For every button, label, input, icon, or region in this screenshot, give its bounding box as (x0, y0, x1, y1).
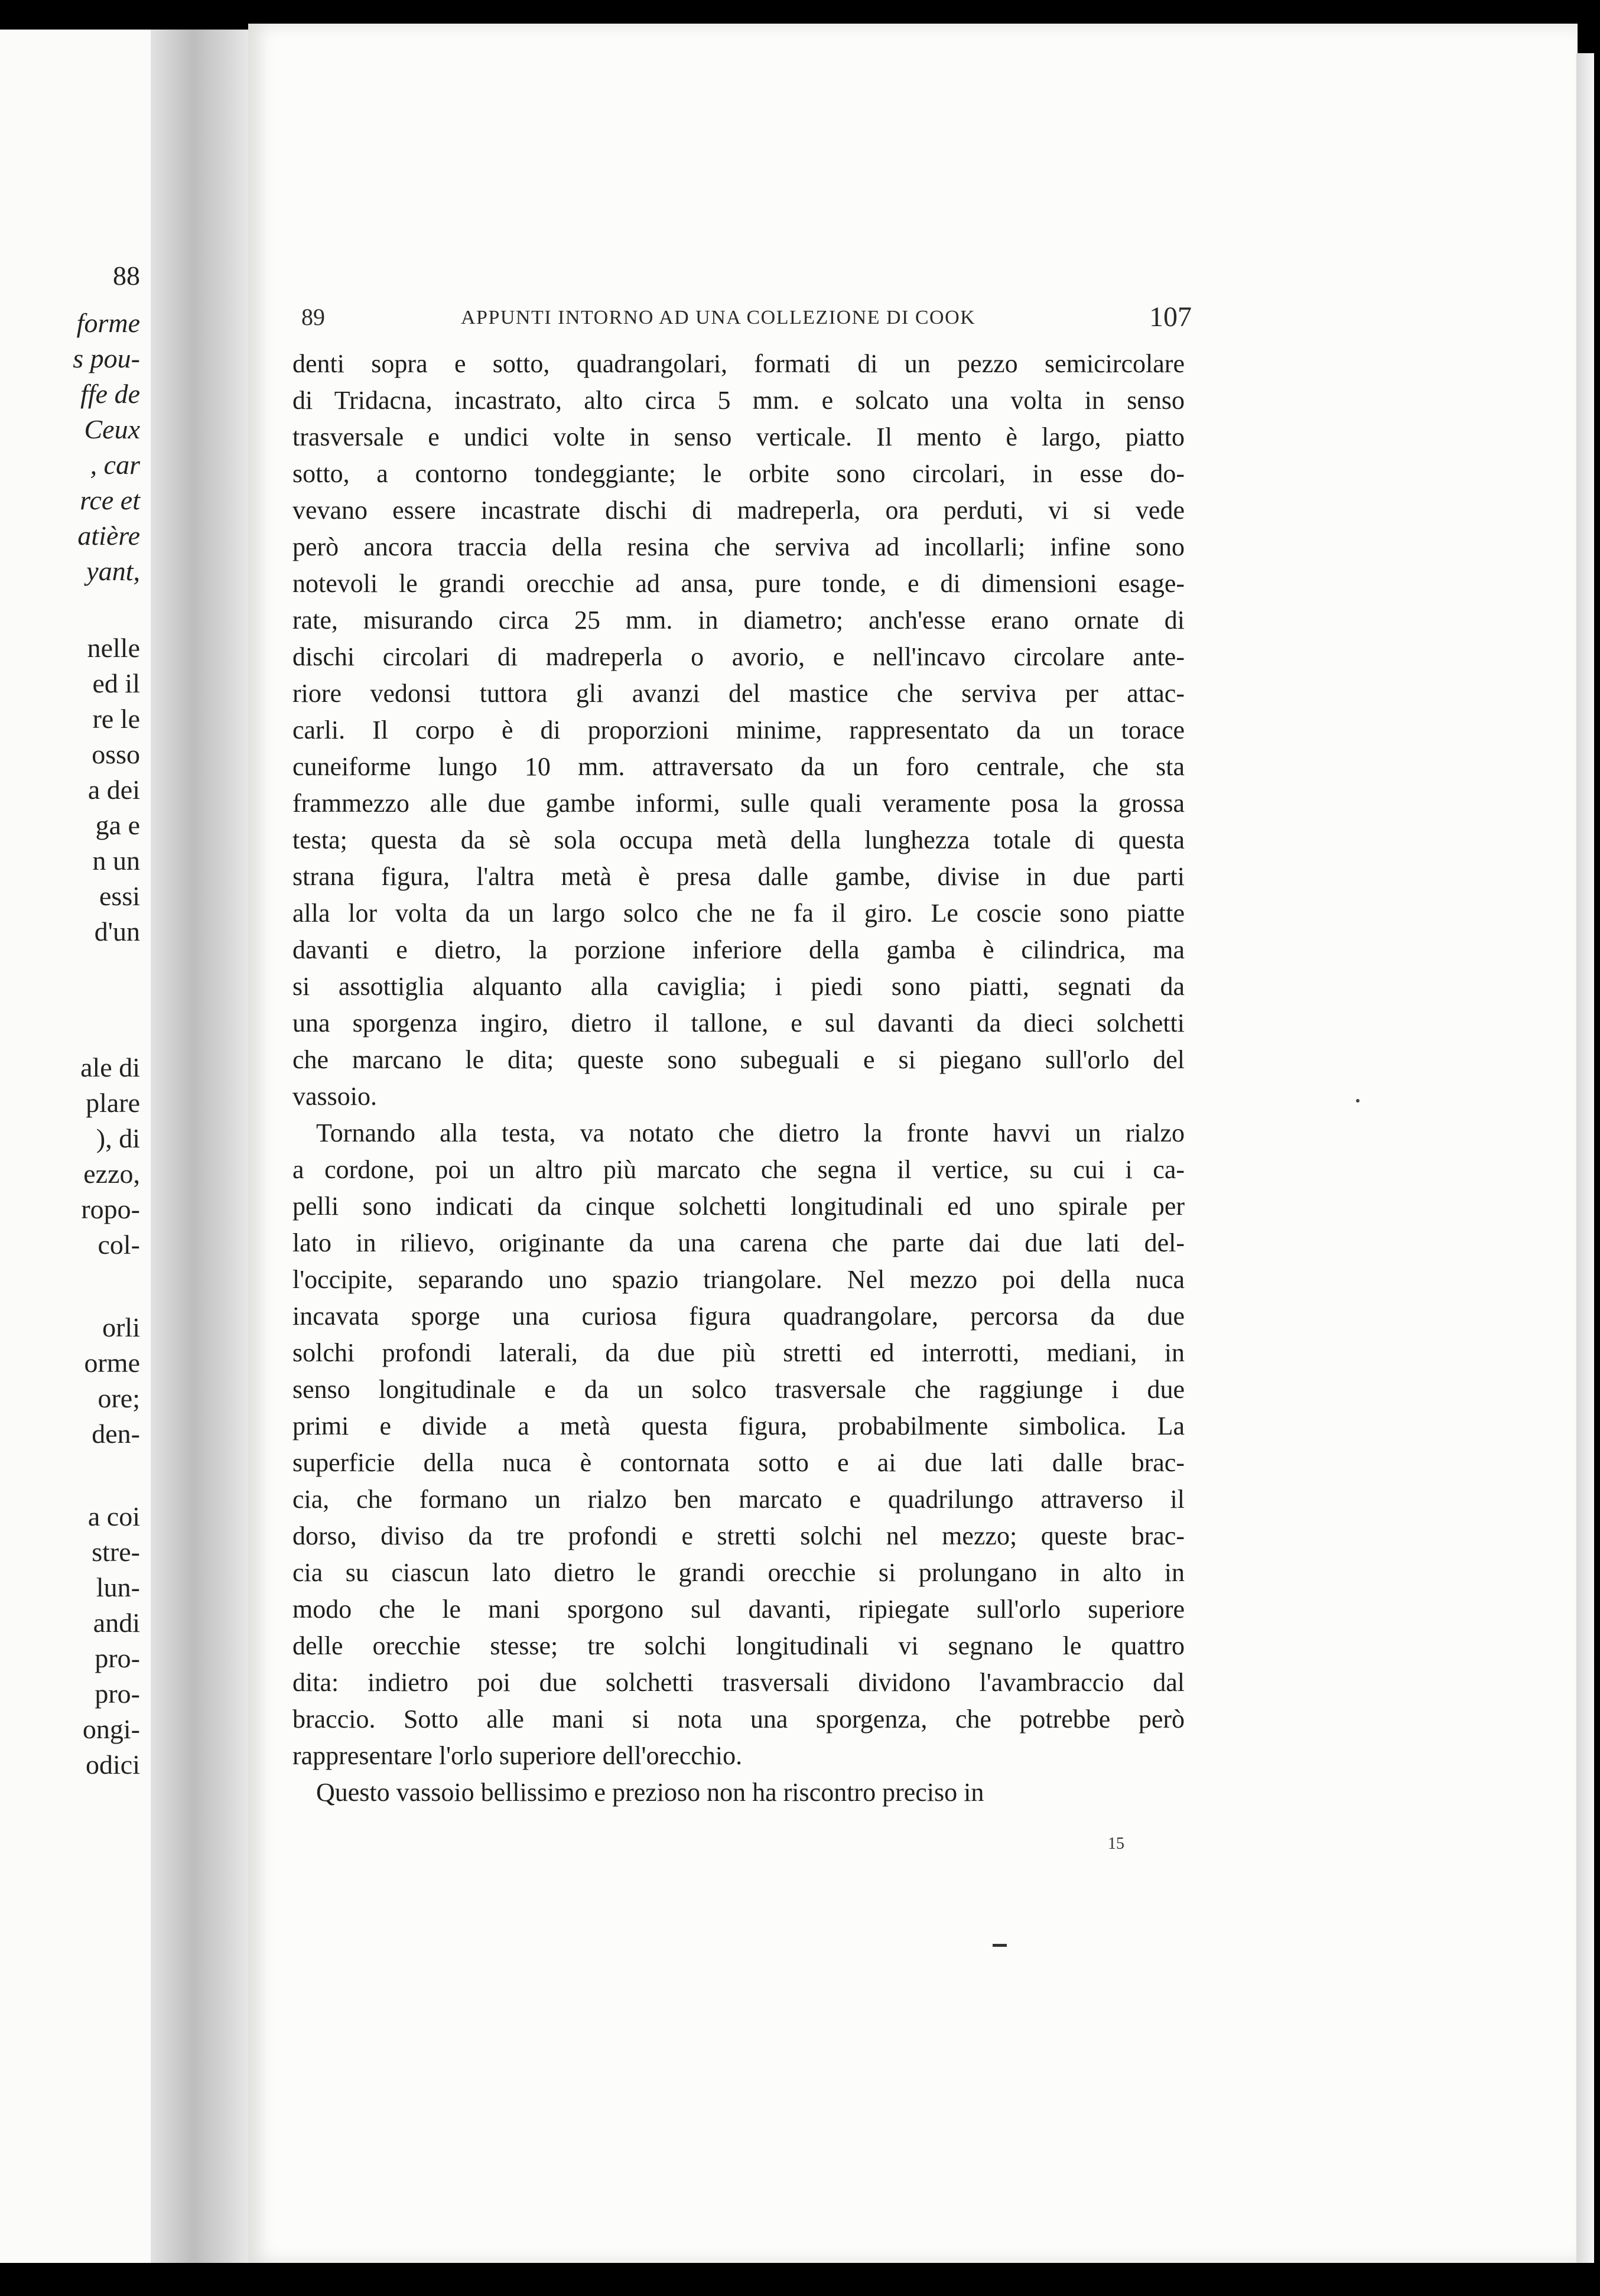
left-page-line: plare (86, 1088, 140, 1118)
left-page-line: ore; (97, 1383, 140, 1413)
text-line: cia, che formano un rialzo ben marcato e quadrilungo attraverso il (292, 1485, 1185, 1514)
left-page-line: osso (92, 739, 140, 769)
text-line: modo che le mani sporgono sul davanti, ripiegate sull'orlo superiore (292, 1595, 1185, 1624)
left-page-line: re le (92, 704, 140, 734)
text-line: di Tridacna, incastrato, alto circa 5 mm. e solcato una volta in senso (292, 386, 1185, 415)
text-line: cuneiforme lungo 10 mm. attraversato da un foro centrale, che sta (292, 752, 1185, 781)
left-page-line: andi (93, 1608, 140, 1638)
text-line: rappresentare l'orlo superiore dell'orecchio. (292, 1741, 743, 1770)
left-page-line: odici (86, 1749, 140, 1780)
ink-speck (1356, 1099, 1360, 1103)
left-page-line: d'un (94, 916, 140, 947)
body-text (292, 346, 1185, 1811)
signature-mark: 15 (1108, 1835, 1124, 1853)
text-line: l'occipite, separando uno spazio triangolare. Nel mezzo poi della nuca (292, 1265, 1185, 1294)
text-line: incavata sporge una curiosa figura quadrangolare, percorsa da due (292, 1302, 1185, 1331)
left-page-line: stre- (92, 1537, 140, 1567)
running-header (301, 298, 1192, 340)
left-page-line: ), di (96, 1123, 140, 1153)
text-line: primi e divide a metà questa figura, probabilmente simbolica. La (292, 1412, 1185, 1440)
left-page-line: den- (92, 1419, 140, 1449)
ink-mark (993, 1944, 1007, 1947)
left-page-line: s pou- (73, 343, 140, 373)
left-page-line: essi (99, 881, 140, 911)
text-line: a cordone, poi un altro più marcato che segna il vertice, su cui i ca- (292, 1155, 1185, 1184)
left-page-line: ongi- (82, 1714, 140, 1744)
left-page-line: orme (84, 1348, 140, 1378)
text-line: rate, misurando circa 25 mm. in diametro; anch'esse erano ornate di (292, 606, 1185, 635)
page-edge (1576, 53, 1594, 2263)
left-page-line: yant, (86, 556, 140, 586)
book-gutter (151, 30, 257, 2263)
text-line: dischi circolari di madreperla o avorio, e nell'incavo circolare ante- (292, 642, 1185, 671)
text-line: superficie della nuca è contornata sotto e ai due lati dalle brac- (292, 1448, 1185, 1477)
left-page-line: ale di (80, 1052, 140, 1082)
left-page-line: nelle (87, 633, 140, 663)
text-line: braccio. Sotto alle mani si nota una sporgenza, che potrebbe però (292, 1705, 1185, 1734)
left-page-line: pro- (95, 1643, 140, 1673)
text-line: riore vedonsi tuttora gli avanzi del mastice che serviva per attac- (292, 679, 1185, 708)
left-page-fragment (0, 30, 151, 2263)
left-page-line: pro- (95, 1679, 140, 1709)
text-line: Tornando alla testa, va notato che dietro la fronte havvi un rialzo (316, 1118, 1185, 1147)
left-page-line: , car (90, 450, 140, 480)
text-line: solchi profondi laterali, da due più stretti ed interrotti, mediani, in (292, 1338, 1185, 1367)
text-line: pelli sono indicati da cinque solchetti longitudinali ed uno spirale per (292, 1192, 1185, 1221)
left-page-line: ga e (95, 810, 140, 840)
text-line: carli. Il corpo è di proporzioni minime, rappresentato da un torace (292, 716, 1185, 744)
text-line: vassoio. (292, 1082, 377, 1111)
running-title: APPUNTI INTORNO AD UNA COLLEZIONE DI COOK (461, 307, 976, 329)
page-number: 107 (1149, 301, 1192, 333)
left-page-line: a dei (87, 775, 140, 805)
text-line: che marcano le dita; queste sono subeguali e si piegano sull'orlo del (292, 1045, 1185, 1074)
text-line: vevano essere incastrate dischi di madreperla, ora perduti, vi si vede (292, 496, 1185, 525)
left-page-line: ezzo, (83, 1159, 140, 1189)
text-line: davanti e dietro, la porzione inferiore della gamba è cilindrica, ma (292, 935, 1185, 964)
left-page-line: lun- (96, 1572, 140, 1602)
left-page-line: col- (97, 1230, 140, 1260)
left-page-line: atière (77, 521, 140, 551)
text-line: sotto, a contorno tondeggiante; le orbite sono circolari, in esse do- (292, 459, 1185, 488)
old-page-number: 89 (301, 304, 325, 330)
left-page-line: orli (102, 1312, 140, 1342)
text-line: senso longitudinale e da un solco trasversale che raggiunge i due (292, 1375, 1185, 1404)
text-line: però ancora traccia della resina che serviva ad incollarli; infine sono (292, 532, 1185, 561)
text-line: lato in rilievo, originante da una carena che parte dai due lati del- (292, 1228, 1185, 1257)
left-page-line: ed il (92, 668, 140, 698)
text-line: dorso, diviso da tre profondi e stretti solchi nel mezzo; queste brac- (292, 1521, 1185, 1550)
text-line: notevoli le grandi orecchie ad ansa, pure tonde, e di dimensioni esage- (292, 569, 1185, 598)
left-page-line: ffe de (80, 379, 140, 409)
left-page-line: ropo- (81, 1194, 140, 1224)
text-line: delle orecchie stesse; tre solchi longitudinali vi segnano le quattro (292, 1631, 1185, 1660)
left-page-line: rce et (80, 485, 140, 515)
text-line: Questo vassoio bellissimo e prezioso non ha riscontro preciso in (316, 1778, 984, 1807)
left-page-line: Ceux (84, 414, 140, 444)
text-line: strana figura, l'altra metà è presa dalle gambe, divise in due parti (292, 862, 1185, 891)
left-page-line: a coi (87, 1501, 140, 1531)
left-page-line: 88 (113, 261, 140, 291)
text-line: denti sopra e sotto, quadrangolari, formati di un pezzo semicircolare (292, 349, 1185, 378)
text-line: trasversale e undici volte in senso verticale. Il mento è largo, piatto (292, 422, 1185, 451)
text-line: si assottiglia alquanto alla caviglia; i piedi sono piatti, segnati da (292, 972, 1185, 1001)
left-page-line: forme (76, 308, 140, 338)
text-line: una sporgenza ingiro, dietro il tallone, e sul davanti da dieci solchetti (292, 1009, 1185, 1038)
text-line: dita: indietro poi due solchetti trasversali dividono l'avambraccio dal (292, 1668, 1185, 1697)
left-page-line: n un (92, 845, 140, 876)
text-line: cia su ciascun lato dietro le grandi orecchie si prolungano in alto in (292, 1558, 1185, 1587)
text-line: testa; questa da sè sola occupa metà della lunghezza totale di questa (292, 825, 1185, 854)
text-line: alla lor volta da un largo solco che ne fa il giro. Le coscie sono piatte (292, 899, 1185, 928)
text-line: frammezzo alle due gambe informi, sulle quali veramente posa la grossa (292, 789, 1185, 818)
